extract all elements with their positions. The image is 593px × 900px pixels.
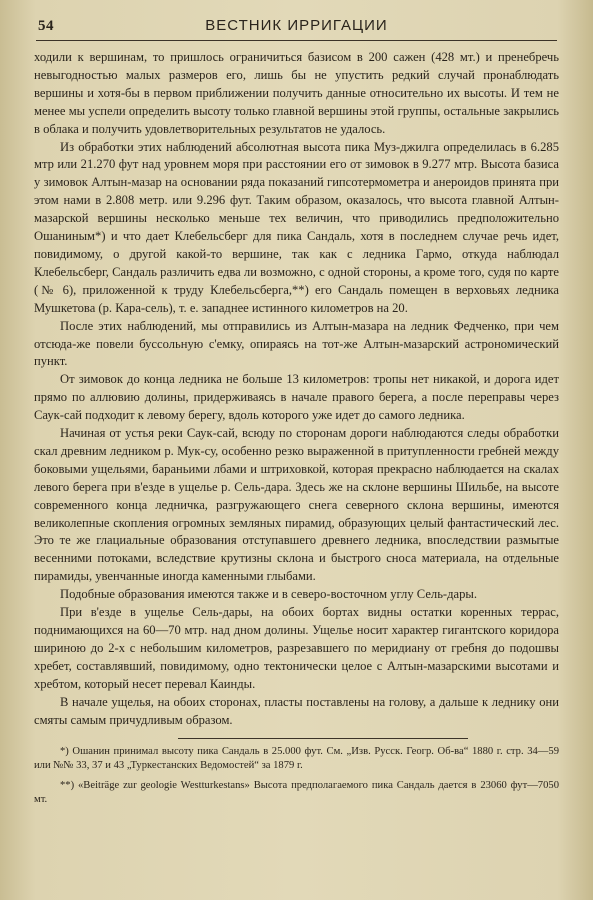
paragraph: В начале ущелья, на обоих сторонах, пласты поставлены на голову, а дальше к леднику они смяты самым причудливым образом.: [34, 694, 559, 727]
paragraph: После этих наблюдений, мы отправились из Алтын-мазара на ледник Федченко, при чем отсюда-же повели буссольную с'емку, опираясь на тот-же Алтын-мазарский астрономический пункт.: [34, 318, 559, 369]
paragraph: При в'езде в ущелье Сель-дары, на обоих бортах видны остатки коренных террас, поднимающихся на 60—70 мтр. над дном долины. Ущелье носит характер гигантского коридора шириною до 2-х с небольшим километров, разрезавшего по меридиану от гребня до подошвы хребет, составлявший, повидимому, одно тектонически целое с Алтын-мазарскими высотами и хребтом, который несет перевал Каинды.: [34, 605, 559, 691]
paragraph: Из обработки этих наблюдений абсолютная высота пика Муз-джилга определилась в 6.285 мтр или 21.270 фут над уровнем моря при расстоянии его от зимовок в 9.277 мтр. Высота базиса у зимовок Алтын-мазар на основании ряда показаний гипсотермометра и анероидов принята при этом нами в 2.808 метр. или 9.296 фут. Таким образом, оказалось, что высота главной Алтын-мазарской вершины несколько меньше тех величин, что приводились предположительно Ошаниным*) и что дает Клебельсберг для пика Сандаль, хотя в последнем случае речь идет, повидимому, о другой какой-то вершине, так как с ледника Гармо, откуда наблюдал Клебельсберг, Сандаль различить едва ли возможно, с одной стороны, а кроме того, судя по карте (№ 6), приложенной к труду Клебельсберга,**) его Сандаль помещен в верховьях ледника Мушкетова (р. Кара-сель), т. е. западнее истинного километров на 20.: [34, 139, 559, 315]
paragraph: Подобные образования имеются также и в северо-восточном углу Сель-дары.: [60, 587, 478, 602]
page-number: 54: [38, 18, 54, 34]
footnotes: [34, 745, 559, 807]
running-title: ВЕСТНИК ИРРИГАЦИИ: [205, 17, 388, 34]
footnote: *) Ошанин принимал высоту пика Сандаль в 25.000 фут. См. „Изв. Русск. Геогр. Об-ва“ 1880 г. стр. 34—59 или №№ 33, 37 и 43 „Туркестанских Ведомостей“ за 1879 г.: [34, 746, 559, 772]
paragraph: ходили к вершинам, то пришлось ограничиться базисом в 200 сажен (428 мт.) и пренебречь невыгодностью малых размеров его, лишь бы не упустить редкий случай пронаблюдать вершины и хотя-бы в первом приближении получить данные относительно их высоты. И тем не менее мы успели определить высоту только главной вершины этой группы, остальные закрылись в облака и получить удовлетворительных результатов не удалось.: [34, 50, 559, 136]
page-header: [36, 14, 557, 41]
paragraph: Начиная от устья реки Саук-сай, всюду по сторонам дороги наблюдаются следы обработки скал древним ледником р. Мук-су, особенно резко выраженной в притупленности гребней между боковыми ущельями, бараньими лбами и штриховкой, которая прекрасно наблюдается на скалах левого берега при в'езде в ущелье р. Сель-дара. Здесь же на склоне вершины Шильбе, на высоте современного конца ледничка, разгружающего снега северного склона вершины, имеются великолепные скопления огромных земляных пирамид, образующих целый фантастический лес. Это те же глациальные образования отступавшего древнего ледника, впоследствии размытые весенними потоками, вследствие крутизны склона и быстрого сноса материала, на отдельные пирамиды, увенчанные иногда каменными глыбами.: [34, 426, 559, 584]
footnote-divider: [178, 738, 468, 739]
article-body: [34, 49, 559, 729]
footnote: **) «Beiträge zur geologie Westturkestans» Высота предполагаемого пика Сандаль дается в 23060 фут—7050 мт.: [34, 780, 559, 806]
paragraph: От зимовок до конца ледника не больше 13 километров: тропы нет никакой, и дорога идет прямо по аллювию долины, придерживаясь в начале правого берега, а после переправы через Саук-сай подходит к левому берегу, вдоль которого уже идет до самого ледника.: [34, 372, 559, 423]
